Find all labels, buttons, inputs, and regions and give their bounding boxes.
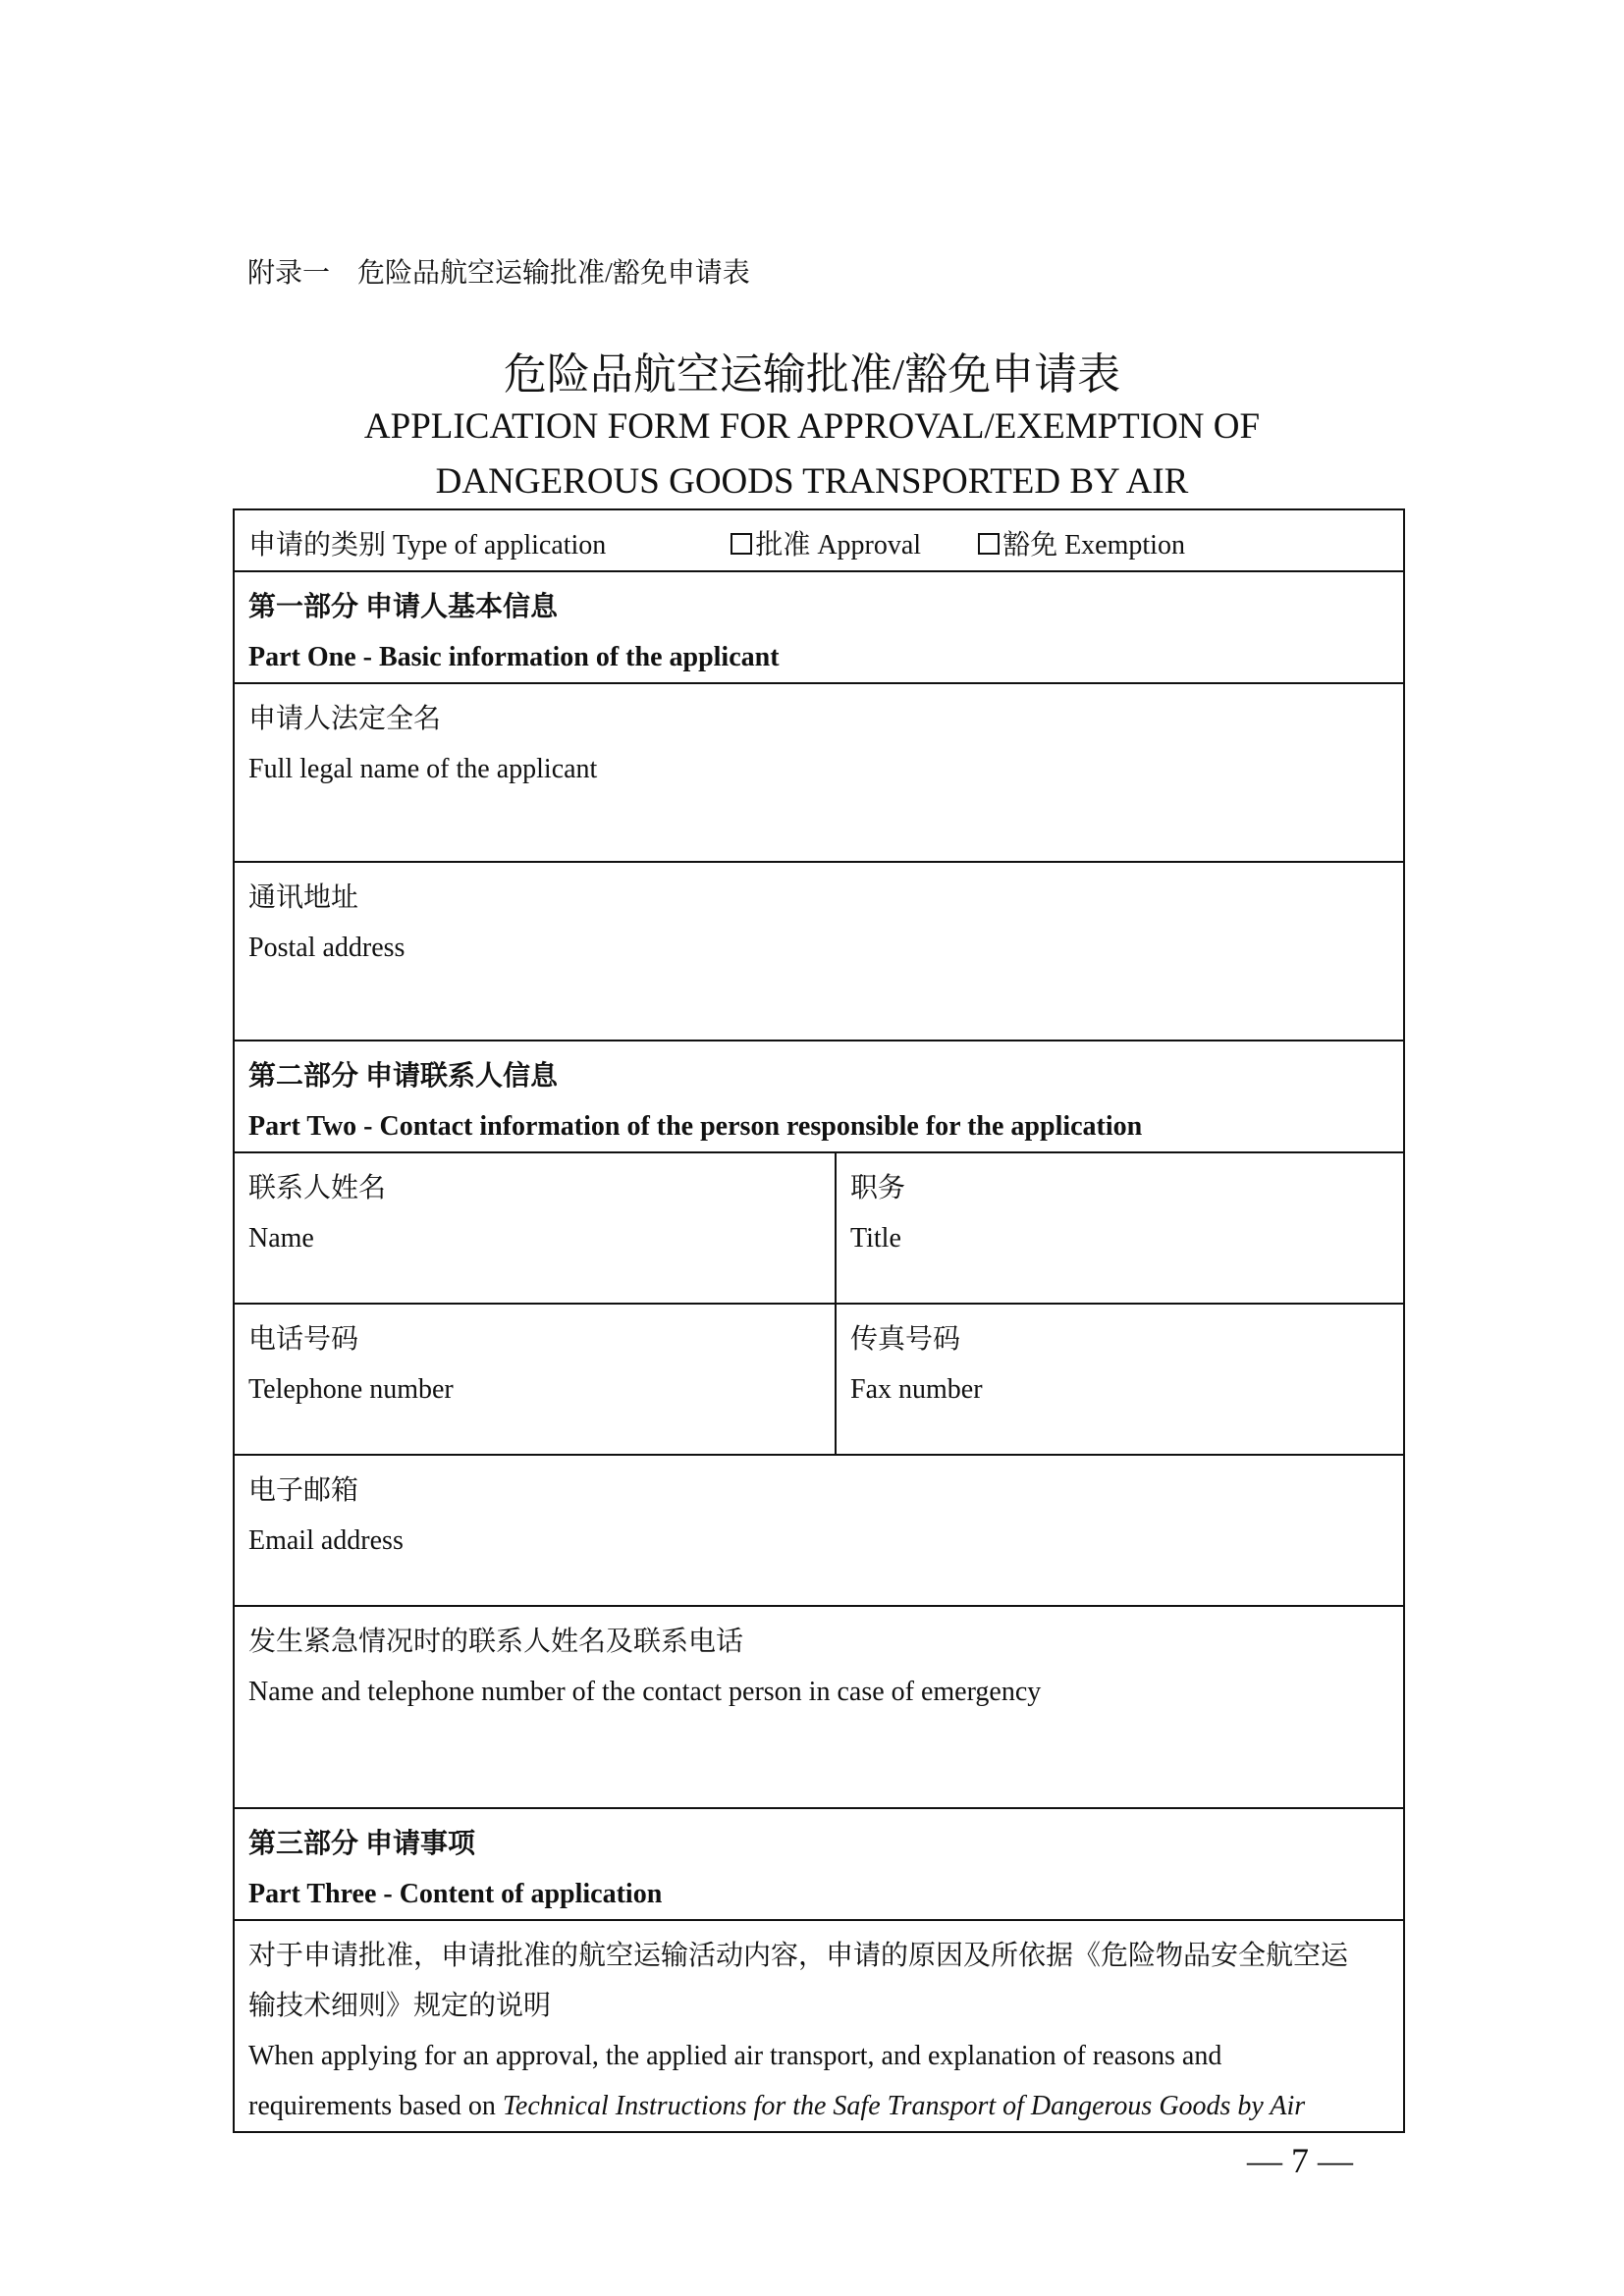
- part-one-title-cn: 第一部分 申请人基本信息: [248, 592, 559, 622]
- application-form-table: [233, 508, 1405, 2133]
- contact-title-label-cn: 职务: [850, 1173, 906, 1203]
- fax-field[interactable]: [836, 1304, 1404, 1455]
- annex-heading: 附录一 危险品航空运输批准/豁免申请表: [247, 258, 750, 289]
- application-type-row: [234, 509, 1404, 571]
- part-two-title-cn: 第二部分 申请联系人信息: [248, 1061, 559, 1092]
- emergency-contact-field[interactable]: [234, 1606, 1404, 1808]
- form-title-english-line2: DANGEROUS GOODS TRANSPORTED BY AIR: [435, 461, 1189, 502]
- approval-label: 批准 Approval: [755, 530, 922, 561]
- telephone-label-cn: 电话号码: [248, 1324, 359, 1355]
- telephone-field[interactable]: [234, 1304, 836, 1455]
- email-label-cn: 电子邮箱: [248, 1475, 359, 1506]
- postal-address-label-en: Postal address: [248, 933, 406, 963]
- application-type-label: 申请的类别 Type of application: [248, 530, 607, 561]
- postal-address-row: [234, 862, 1404, 1041]
- contact-name-label-cn: 联系人姓名: [248, 1173, 387, 1203]
- approval-description-en-line2: [248, 2081, 1389, 2131]
- contact-title-field[interactable]: [836, 1152, 1404, 1304]
- part-three-title-en: Part Three - Content of application: [248, 1879, 663, 1909]
- postal-address-field[interactable]: [234, 862, 1404, 1041]
- postal-address-label-cn: 通讯地址: [248, 882, 359, 913]
- approval-description-cn-line1: 对于申请批准，申请批准的航空运输活动内容，申请的原因及所依据《危险物品安全航空运: [248, 1941, 1349, 1971]
- exemption-checkbox[interactable]: [978, 533, 1000, 555]
- approval-checkbox[interactable]: [731, 533, 752, 555]
- part-two-title-en: Part Two - Contact information of the person responsible for the application: [248, 1111, 1143, 1142]
- legal-name-label-en: Full legal name of the applicant: [248, 754, 598, 784]
- legal-name-field[interactable]: [234, 683, 1404, 862]
- form-title-english-line1: APPLICATION FORM FOR APPROVAL/EXEMPTION OF: [363, 406, 1261, 447]
- emergency-contact-row: [234, 1606, 1404, 1808]
- technical-instructions-title: Technical Instructions for the Safe Transport of Dangerous Goods by Air: [502, 2091, 1306, 2121]
- approval-description-field[interactable]: [234, 1920, 1404, 2132]
- part-three-title-cn: 第三部分 申请事项: [248, 1829, 476, 1859]
- legal-name-row: [234, 683, 1404, 862]
- telephone-label-en: Telephone number: [248, 1374, 454, 1405]
- contact-title-label-en: Title: [850, 1223, 901, 1254]
- part-one-title-en: Part One - Basic information of the applicant: [248, 642, 780, 672]
- exemption-label: 豁免 Exemption: [1002, 530, 1185, 561]
- phone-fax-row: [234, 1304, 1404, 1455]
- legal-name-label-cn: 申请人法定全名: [248, 704, 442, 734]
- email-field[interactable]: [234, 1455, 1404, 1606]
- email-label-en: Email address: [248, 1525, 404, 1556]
- emergency-contact-label-en: Name and telephone number of the contact person in case of emergency: [248, 1677, 1042, 1707]
- name-title-row: [234, 1152, 1404, 1304]
- fax-label-cn: 传真号码: [850, 1324, 961, 1355]
- exemption-option[interactable]: [978, 520, 1185, 570]
- contact-name-label-en: Name: [248, 1223, 314, 1254]
- part-two-header: [234, 1041, 1404, 1152]
- approval-description-row: [234, 1920, 1404, 2132]
- approval-option[interactable]: [731, 520, 921, 570]
- emergency-contact-label-cn: 发生紧急情况时的联系人姓名及联系电话: [248, 1627, 744, 1657]
- approval-description-cn-line2: 输技术细则》规定的说明: [248, 1991, 552, 2021]
- form-title-chinese: 危险品航空运输批准/豁免申请表: [503, 350, 1121, 399]
- contact-name-field[interactable]: [234, 1152, 836, 1304]
- email-row: [234, 1455, 1404, 1606]
- part-one-header: [234, 571, 1404, 683]
- page-number: — 7 —: [1247, 2141, 1353, 2180]
- fax-label-en: Fax number: [850, 1374, 983, 1405]
- part-three-header: [234, 1808, 1404, 1920]
- approval-description-en-prefix: requirements based on: [248, 2091, 503, 2121]
- approval-description-en-line1: When applying for an approval, the applied air transport, and explanation of reasons and: [248, 2041, 1222, 2071]
